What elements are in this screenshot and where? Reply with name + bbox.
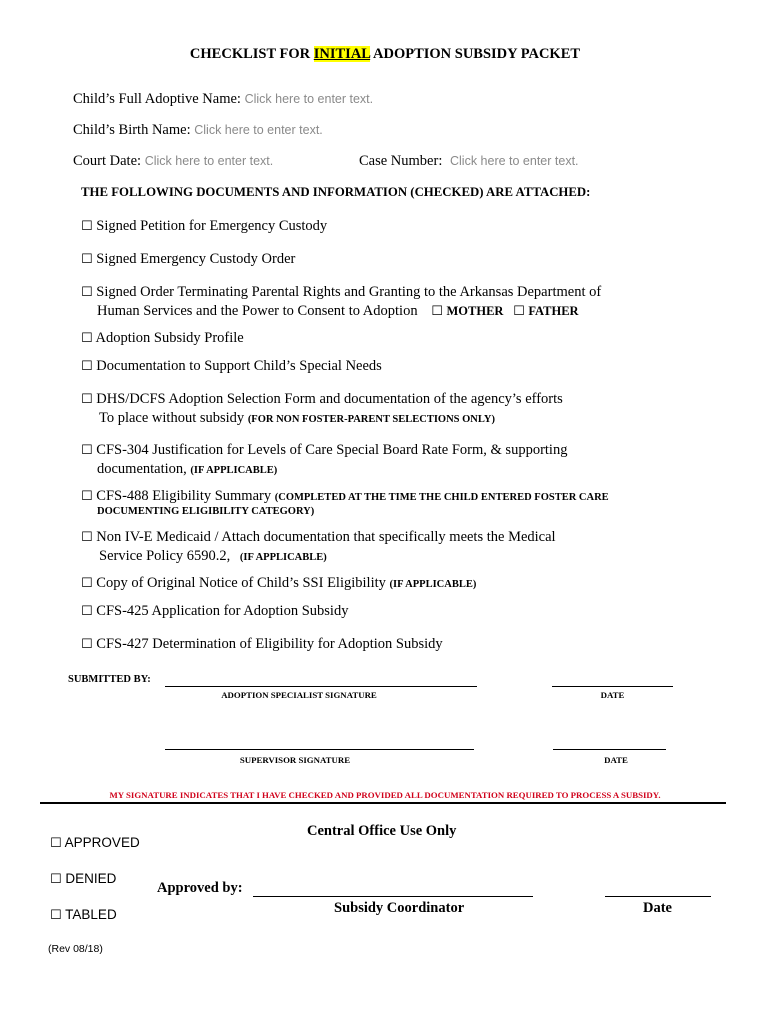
checklist-item-cfs-304: ☐ CFS-304 Justification for Levels of Care Special Board Rate Form, & supporting (81, 442, 568, 458)
subsidy-coordinator-label: Subsidy Coordinator (334, 900, 465, 916)
birth-name-label: Child’s Birth Name: (73, 122, 191, 138)
case-number-input[interactable]: Click here to enter text. (449, 154, 579, 168)
approved-option: ☐ APPROVED (50, 835, 140, 851)
documents-heading: THE FOLLOWING DOCUMENTS AND INFORMATION (CHECKED) ARE ATTACHED: (81, 185, 591, 199)
checklist-item-cfs-304-cont: documentation, (IF APPLICABLE) (97, 461, 278, 477)
checklist-item-cfs-488: ☐ CFS-488 Eligibility Summary (COMPLETED AT THE TIME THE CHILD ENTERED FOSTER CARE (81, 488, 609, 504)
checklist-item-ssi: ☐ Copy of Original Notice of Child’s SSI Eligibility (IF APPLICABLE) (81, 575, 477, 591)
mother-label: MOTHER (446, 304, 504, 318)
checklist-item-selection-form: ☐ DHS/DCFS Adoption Selection Form and documentation of the agency’s efforts (81, 391, 563, 407)
court-date-input[interactable]: Click here to enter text. (144, 154, 274, 168)
court-date-label: Court Date: (73, 153, 142, 169)
birth-name-input[interactable]: Click here to enter text. (194, 123, 323, 137)
tabled-option: ☐ TABLED (50, 907, 117, 923)
checkbox[interactable]: ☐ (81, 604, 93, 619)
checkbox[interactable]: ☐ (81, 392, 93, 407)
checklist-item-termination-order-cont: Human Services and the Power to Consent to Adoption ☐ MOTHER ☐ FATHER (97, 303, 579, 319)
central-office-heading: Central Office Use Only (307, 823, 457, 839)
full-name-label: Child’s Full Adoptive Name: (73, 91, 241, 107)
supervisor-date-label: DATE (604, 755, 628, 765)
checklist-item-profile: ☐ Adoption Subsidy Profile (81, 330, 244, 346)
revision-label: (Rev 08/18) (48, 943, 103, 955)
mother-checkbox[interactable]: ☐ (431, 304, 443, 319)
case-number-row (359, 153, 579, 170)
page-title: CHECKLIST FOR INITIAL ADOPTION SUBSIDY PACKET (189, 46, 581, 62)
tabled-checkbox[interactable]: ☐ (50, 908, 62, 923)
approved-checkbox[interactable]: ☐ (50, 836, 62, 851)
specialist-signature-label: ADOPTION SPECIALIST SIGNATURE (221, 690, 377, 700)
submitted-by-label: SUBMITTED BY: (68, 674, 151, 685)
checkbox[interactable]: ☐ (81, 637, 93, 652)
checklist-item-medicaid-cont: Service Policy 6590.2, (IF APPLICABLE) (99, 548, 327, 564)
coordinator-date-label: Date (643, 900, 672, 916)
specialist-date-label: DATE (600, 690, 625, 700)
checkbox[interactable]: ☐ (81, 331, 93, 346)
case-number-label: Case Number: (359, 153, 443, 169)
checkbox[interactable]: ☐ (81, 489, 93, 504)
denied-option: ☐ DENIED (50, 871, 117, 887)
coordinator-signature-line[interactable] (253, 896, 533, 897)
supervisor-signature-line[interactable] (165, 749, 474, 750)
birth-name-row (73, 122, 323, 139)
checklist-item-special-needs: ☐ Documentation to Support Child’s Special Needs (81, 358, 382, 374)
checklist-item-petition: ☐ Signed Petition for Emergency Custody (81, 218, 328, 234)
initial-highlight: INITIAL (313, 46, 371, 62)
denied-checkbox[interactable]: ☐ (50, 872, 62, 887)
checkbox[interactable]: ☐ (81, 576, 93, 591)
supervisor-signature-label: SUPERVISOR SIGNATURE (239, 755, 351, 765)
supervisor-date-line[interactable] (553, 749, 666, 750)
specialist-signature-line[interactable] (165, 686, 477, 687)
coordinator-date-line[interactable] (605, 896, 711, 897)
checkbox[interactable]: ☐ (81, 285, 93, 300)
checklist-item-cfs-425: ☐ CFS-425 Application for Adoption Subsidy (81, 603, 349, 619)
full-name-input[interactable]: Click here to enter text. (244, 92, 374, 106)
checklist-item-medicaid: ☐ Non IV-E Medicaid / Attach documentation that specifically meets the Medical (81, 529, 556, 545)
court-date-row (73, 153, 273, 170)
specialist-date-line[interactable] (552, 686, 673, 687)
checkbox[interactable]: ☐ (81, 443, 93, 458)
checklist-item-custody-order: ☐ Signed Emergency Custody Order (81, 251, 296, 267)
checklist-item-selection-form-cont: To place without subsidy (FOR NON FOSTER-PARENT SELECTIONS ONLY) (99, 410, 495, 426)
father-label: FATHER (528, 304, 579, 318)
checkbox[interactable]: ☐ (81, 219, 93, 234)
checklist-item-cfs-488-cont: DOCUMENTING ELIGIBILITY CATEGORY) (97, 506, 315, 517)
section-divider (40, 802, 726, 804)
checklist-item-termination-order: ☐ Signed Order Terminating Parental Rights and Granting to the Arkansas Department of (81, 284, 602, 300)
approved-by-label: Approved by: (157, 880, 243, 896)
checkbox[interactable]: ☐ (81, 359, 93, 374)
checkbox[interactable]: ☐ (81, 252, 93, 267)
checkbox[interactable]: ☐ (81, 530, 93, 545)
father-checkbox[interactable]: ☐ (513, 304, 525, 319)
full-name-row (73, 91, 373, 108)
checklist-item-cfs-427: ☐ CFS-427 Determination of Eligibility for Adoption Subsidy (81, 636, 443, 652)
signature-disclaimer: MY SIGNATURE INDICATES THAT I HAVE CHECKED AND PROVIDED ALL DOCUMENTATION REQUIRED TO PROCESS A SUBSIDY. (109, 790, 661, 800)
